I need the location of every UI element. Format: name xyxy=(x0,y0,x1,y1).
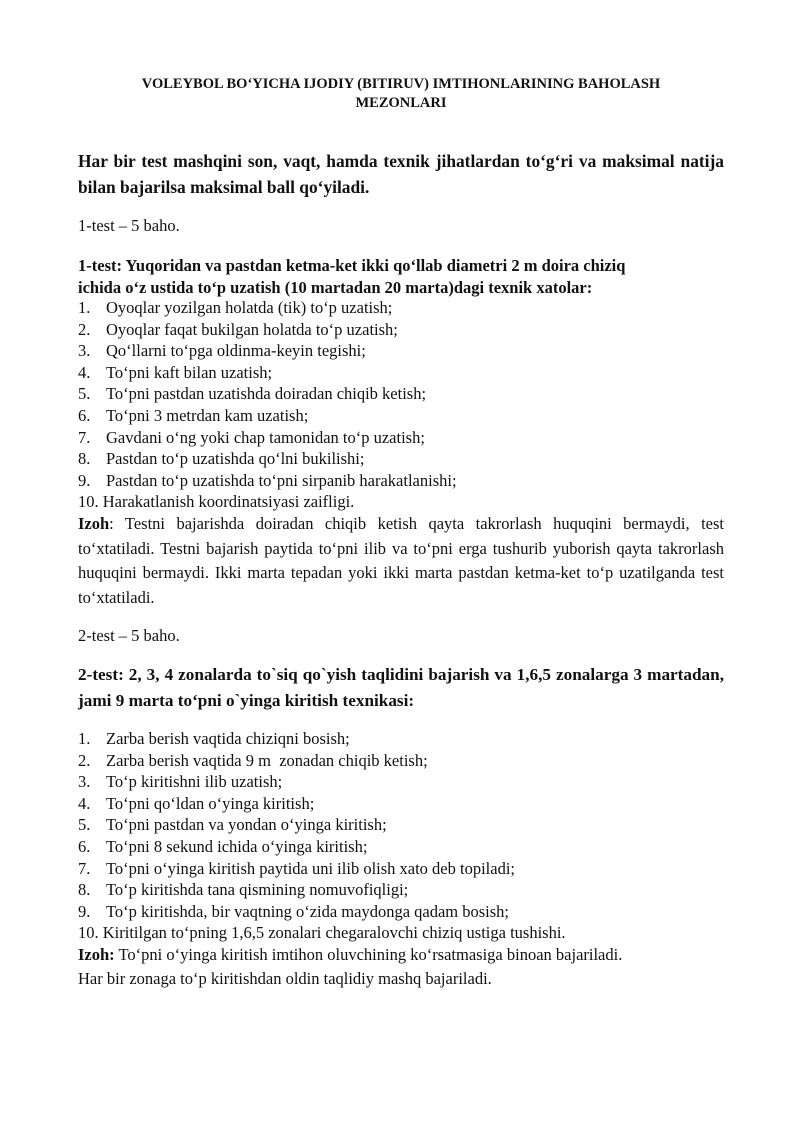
list-item-text: Pastdan to‘p uzatishda to‘pni sirpanib harakatlanishi; xyxy=(106,470,457,490)
list-item xyxy=(78,470,724,492)
list-item xyxy=(78,793,724,815)
test2-note xyxy=(78,943,724,991)
intro-paragraph: Har bir test mashqini son, vaqt, hamda texnik jihatlardan to‘g‘ri va maksimal natija bilan bajarilsa maksimal ball qo‘yiladi. xyxy=(78,151,724,197)
list-item-number: 6. xyxy=(78,836,91,856)
list-item-number: 8. xyxy=(78,880,91,900)
list-item-number: 3. xyxy=(78,772,91,792)
test1-heading-line-2: ichida o‘z ustida to‘p uzatish (10 martadan 20 marta)dagi texnik xatolar: xyxy=(78,277,593,297)
list-item xyxy=(78,491,724,513)
list-item xyxy=(78,427,724,449)
list-item-number: 1. xyxy=(78,298,91,317)
list-item xyxy=(78,750,724,772)
list-item xyxy=(78,383,724,405)
list-item-number: 9. xyxy=(78,470,91,490)
list-item-text: To‘pni 8 sekund ichida o‘yinga kiritish; xyxy=(106,836,368,856)
list-item-text: Pastdan to‘p uzatishda qo‘lni bukilishi; xyxy=(106,449,365,469)
document-title xyxy=(78,75,724,113)
list-item xyxy=(78,297,724,319)
title-line-2: MEZONLARI xyxy=(355,95,447,111)
list-item-text: Kiritilgan to‘pning 1,6,5 zonalari chegaralovchi chiziq ustiga tushishi. xyxy=(98,923,566,943)
test1-heading xyxy=(78,255,724,298)
list-item-text: Zarba berish vaqtida 9 m zonadan chiqib ketish; xyxy=(106,750,428,770)
list-item xyxy=(78,858,724,880)
list-item-number: 6. xyxy=(78,405,91,425)
test2-heading: 2-test: 2, 3, 4 zonalarda to`siq qo`yish taqlidini bajarish va 1,6,5 zonalarga 3 martadan, jami 9 marta to‘pni o`yinga kiritish texnikasi: xyxy=(78,665,724,710)
list-item xyxy=(78,448,724,470)
list-item-text: To‘pni 3 metrdan kam uzatish; xyxy=(106,405,309,425)
list-item-text: Qo‘llarni to‘pga oldinma-keyin tegishi; xyxy=(106,341,366,361)
list-item xyxy=(78,836,724,858)
list-item xyxy=(78,771,724,793)
list-item-number: 2. xyxy=(78,319,91,339)
note-text-line-2: Har bir zonaga to‘p kiritishdan oldin taqlidiy mashq bajariladi. xyxy=(78,969,492,988)
list-item xyxy=(78,728,724,750)
list-item-number: 7. xyxy=(78,858,91,878)
note-text: To‘pni o‘yinga kiritish imtihon oluvchining ko‘rsatmasiga binoan bajariladi. xyxy=(114,945,623,964)
list-item-number: 4. xyxy=(78,362,91,382)
list-item-text: To‘pni o‘yinga kiritish paytida uni ilib olish xato deb topiladi; xyxy=(106,858,516,878)
list-item-text: To‘pni qo‘ldan o‘yinga kiritish; xyxy=(106,793,315,813)
list-item xyxy=(78,922,724,944)
list-item-text: To‘p kiritishda tana qismining nomuvofiqligi; xyxy=(106,880,409,900)
list-item xyxy=(78,362,724,384)
list-item-number: 9. xyxy=(78,901,91,921)
list-item-text: Harakatlanish koordinatsiyasi zaifligi. xyxy=(98,492,355,512)
list-item xyxy=(78,319,724,341)
title-line-1: VOLEYBOL BO‘YICHA IJODIY (BITIRUV) IMTIHONLARINING BAHOLASH xyxy=(141,76,661,92)
list-item-text: To‘pni pastdan va yondan o‘yinga kiritish; xyxy=(106,815,387,835)
list-item-number: 7. xyxy=(78,427,91,447)
list-item-text: Oyoqlar faqat bukilgan holatda to‘p uzatish; xyxy=(106,319,398,339)
test2-error-list xyxy=(78,728,724,944)
list-item-text: To‘p kiritishni ilib uzatish; xyxy=(106,772,283,792)
list-item-number: 5. xyxy=(78,815,91,835)
test1-note xyxy=(78,512,724,611)
test1-grade: 1-test – 5 baho. xyxy=(78,216,180,235)
note-label: Izoh xyxy=(78,514,110,533)
list-item-number: 5. xyxy=(78,384,91,404)
list-item-number: 4. xyxy=(78,793,91,813)
list-item-text: Oyoqlar yozilgan holatda (tik) to‘p uzatish; xyxy=(106,298,393,317)
list-item-number: 3. xyxy=(78,341,91,361)
list-item-number: 2. xyxy=(78,750,91,770)
test1-error-list xyxy=(78,297,724,513)
list-item-text: To‘pni kaft bilan uzatish; xyxy=(106,362,273,382)
list-item-number: 1. xyxy=(78,729,91,748)
list-item-number: 10. xyxy=(78,492,99,512)
list-item xyxy=(78,814,724,836)
list-item xyxy=(78,405,724,427)
list-item-number: 8. xyxy=(78,449,91,469)
list-item xyxy=(78,901,724,923)
test1-heading-line-1: 1-test: Yuqoridan va pastdan ketma-ket ikki qo‘llab diametri 2 m doira chiziq xyxy=(78,256,626,275)
list-item xyxy=(78,340,724,362)
list-item-text: To‘pni pastdan uzatishda doiradan chiqib ketish; xyxy=(106,384,427,404)
note-text: : Testni bajarishda doiradan chiqib ketish qayta takrorlash huquqini bermaydi, test to‘xtatiladi. Testni bajarish paytida to‘pni ilib va to‘pni erga tushurib yuborish qayta takrorlash huquqini bermaydi. Ikki marta tepadan yoki ikki marta pastdan ketma-ket to‘p uzatilganda test to‘xtatiladi. xyxy=(78,514,724,608)
list-item-number: 10. xyxy=(78,923,99,943)
list-item-text: Zarba berish vaqtida chiziqni bosish; xyxy=(106,729,350,748)
list-item xyxy=(78,879,724,901)
list-item-text: To‘p kiritishda, bir vaqtning o‘zida maydonga qadam bosish; xyxy=(106,901,510,921)
list-item-text: Gavdani o‘ng yoki chap tamonidan to‘p uzatish; xyxy=(106,427,425,447)
test2-grade: 2-test – 5 baho. xyxy=(78,626,180,645)
note-label: Izoh: xyxy=(78,945,115,964)
